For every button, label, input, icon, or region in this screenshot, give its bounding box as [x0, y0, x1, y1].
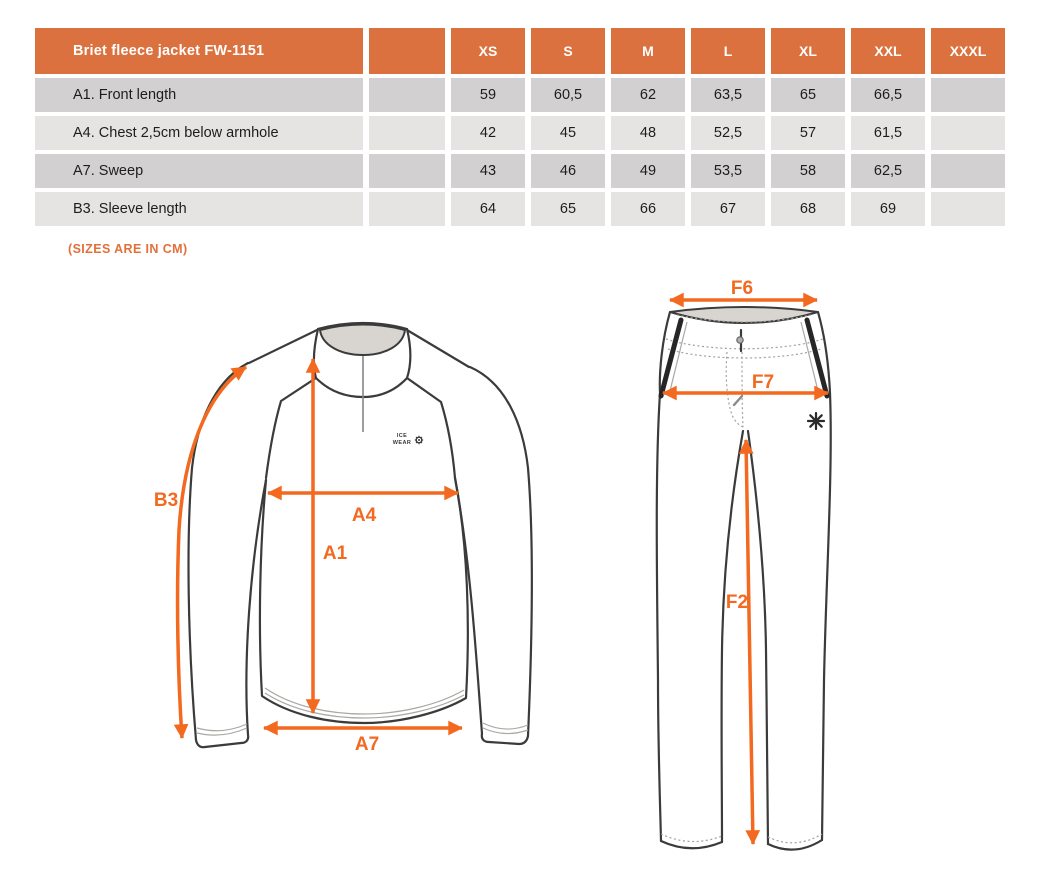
value-cell: 63,5	[691, 78, 765, 112]
value-cell: 61,5	[851, 116, 925, 150]
value-cell	[931, 154, 1005, 188]
logo-gear-icon	[415, 436, 423, 444]
pants-right-hem-stitch	[768, 834, 822, 843]
logo-text-wear: WEAR	[392, 440, 412, 446]
jacket-hem-stitch	[265, 688, 464, 714]
table-title: Briet fleece jacket FW-1151	[35, 28, 363, 74]
jacket-right-raglan-seam	[407, 378, 455, 478]
spacer-cell	[369, 116, 445, 150]
jacket-right-shoulder-seam	[407, 330, 469, 367]
value-cell: 49	[611, 154, 685, 188]
jacket-left-shoulder-seam	[249, 330, 317, 363]
pants-diagram	[657, 278, 831, 850]
measure-label-f2: F2	[725, 592, 749, 613]
size-header-l: L	[691, 28, 765, 74]
jacket-left-sleeve	[189, 363, 266, 747]
value-cell: 62	[611, 78, 685, 112]
pants-waist-opening	[670, 307, 818, 323]
pants-left-hem	[661, 841, 722, 848]
spacer-cell	[369, 154, 445, 188]
pants-waistband-stitch	[668, 349, 821, 358]
pants-right-hem	[768, 840, 822, 850]
measure-arrow-f2	[746, 440, 753, 844]
jacket-diagram	[154, 323, 532, 755]
jacket-right-cuff-stitch	[483, 723, 528, 734]
spacer-cell	[369, 78, 445, 112]
value-cell: 53,5	[691, 154, 765, 188]
value-cell: 45	[531, 116, 605, 150]
measure-label-a4: A4	[351, 505, 377, 526]
value-cell: 65	[531, 192, 605, 226]
jacket-left-cuff-stitch	[197, 724, 247, 735]
value-cell: 66,5	[851, 78, 925, 112]
value-cell: 67	[691, 192, 765, 226]
measure-label-a1: A1	[322, 543, 348, 564]
pants-button	[737, 337, 743, 343]
size-diagrams	[0, 270, 1040, 894]
sizes-unit-note: (SIZES ARE IN CM)	[68, 242, 188, 256]
value-cell: 42	[451, 116, 525, 150]
value-cell	[931, 78, 1005, 112]
value-cell: 65	[771, 78, 845, 112]
value-cell: 62,5	[851, 154, 925, 188]
value-cell: 46	[531, 154, 605, 188]
value-cell: 66	[611, 192, 685, 226]
row-label-chest: A4. Chest 2,5cm below armhole	[35, 116, 363, 150]
value-cell: 43	[451, 154, 525, 188]
measure-label-b3: B3	[153, 490, 179, 511]
value-cell: 69	[851, 192, 925, 226]
spacer-header	[369, 28, 445, 74]
measure-label-f6: F6	[730, 278, 754, 299]
value-cell: 64	[451, 192, 525, 226]
value-cell: 57	[771, 116, 845, 150]
value-cell: 60,5	[531, 78, 605, 112]
pants-waistband-stitch	[666, 339, 823, 349]
spacer-cell	[369, 192, 445, 226]
row-label-sweep: A7. Sweep	[35, 154, 363, 188]
value-cell: 68	[771, 192, 845, 226]
size-chart-table	[35, 28, 1005, 226]
size-header-m: M	[611, 28, 685, 74]
value-cell	[931, 192, 1005, 226]
snowflake-logo-icon	[808, 413, 824, 429]
pants-left-hem-stitch	[661, 834, 722, 842]
logo-text-ice: ICE	[396, 433, 408, 439]
row-label-front-length: A1. Front length	[35, 78, 363, 112]
value-cell: 58	[771, 154, 845, 188]
size-header-xxxl: XXXL	[931, 28, 1005, 74]
size-header-xxl: XXL	[851, 28, 925, 74]
pants-left-inner-edge	[722, 431, 743, 842]
icewear-logo	[393, 433, 423, 446]
row-label-sleeve-length: B3. Sleeve length	[35, 192, 363, 226]
pants-zipper-pull	[734, 396, 742, 405]
jacket-left-raglan-seam	[266, 378, 316, 478]
value-cell	[931, 116, 1005, 150]
value-cell: 52,5	[691, 116, 765, 150]
pants-fly-stitch	[726, 352, 743, 427]
pants-fly-stitch	[742, 352, 743, 427]
value-cell: 48	[611, 116, 685, 150]
value-cell: 59	[451, 78, 525, 112]
measure-label-a7: A7	[354, 734, 380, 755]
measure-label-f7: F7	[751, 372, 775, 393]
size-header-xs: XS	[451, 28, 525, 74]
size-header-xl: XL	[771, 28, 845, 74]
size-header-s: S	[531, 28, 605, 74]
